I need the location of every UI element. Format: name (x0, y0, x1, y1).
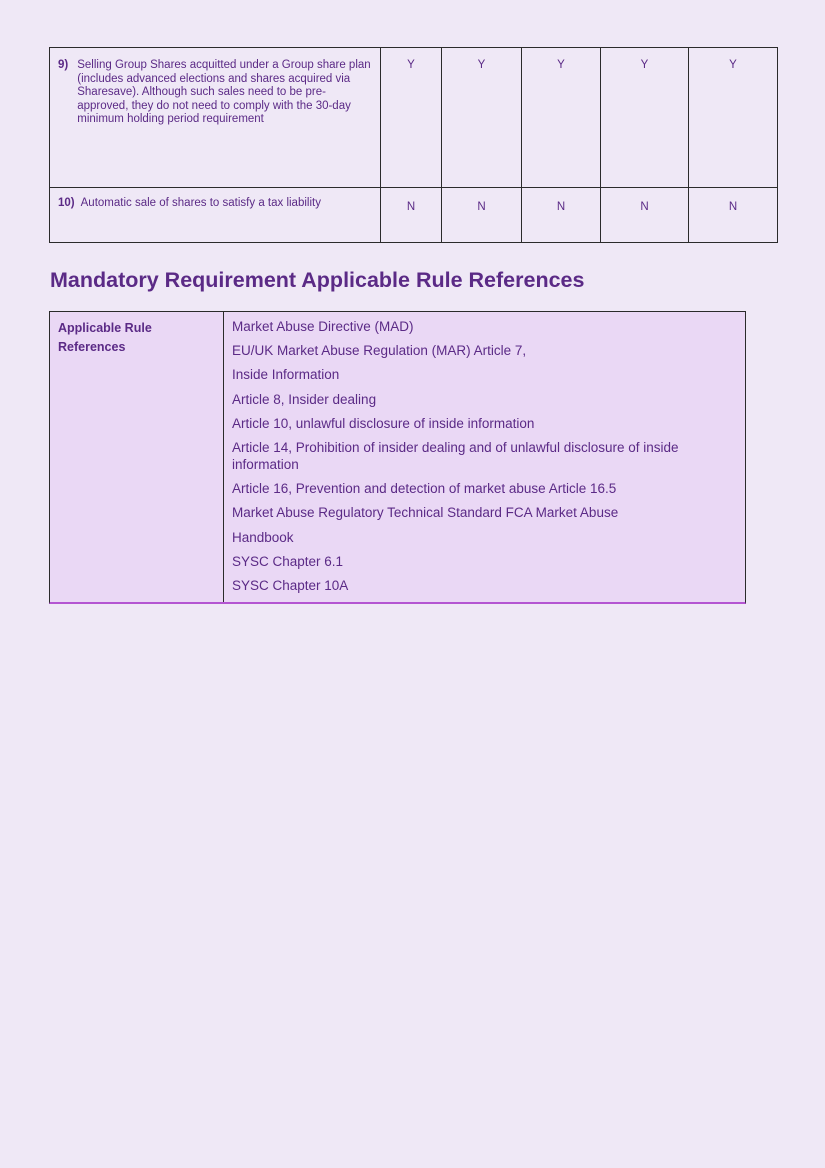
row-number: 10) (58, 197, 75, 209)
permission-value: N (689, 188, 778, 243)
permission-value: N (601, 188, 689, 243)
row-description: Selling Group Shares acquitted under a Group share plan (includes advanced elections and shares acquired via Sharesave). Although such sales need to be pre- approved, they do not need to comply with the 30-day minimum holding period requirement (77, 59, 371, 125)
permission-value: Y (381, 48, 442, 188)
permission-value: Y (689, 48, 778, 188)
permission-value: Y (601, 48, 689, 188)
rule-reference-item: SYSC Chapter 6.1 (232, 553, 344, 569)
rule-reference-item: Article 16, Prevention and detection of market abuse Article 16.5 (232, 481, 617, 497)
rule-reference-item: Inside Information (232, 367, 340, 383)
rule-references-table (49, 311, 746, 604)
rule-reference-item: SYSC Chapter 10A (232, 577, 349, 593)
row-description: Automatic sale of shares to satisfy a tax liability (80, 197, 321, 209)
table-row (50, 48, 778, 188)
row-description-cell (50, 188, 381, 243)
rule-references-list (224, 312, 745, 602)
permission-value: Y (442, 48, 522, 188)
row-number: 9) (58, 59, 69, 71)
rule-reference-item: Article 10, unlawful disclosure of inside information (232, 415, 535, 431)
permission-value: Y (522, 48, 601, 188)
permission-value: N (381, 188, 442, 243)
table-row (50, 188, 778, 243)
rule-reference-item: Article 8, Insider dealing (232, 391, 377, 407)
rule-reference-item: Article 14, Prohibition of insider dealing and of unlawful disclosure of inside information (232, 439, 679, 472)
rule-reference-item: Market Abuse Directive (MAD) (232, 319, 414, 334)
rule-reference-item: Market Abuse Regulatory Technical Standard FCA Market Abuse (232, 505, 619, 521)
rule-reference-item: EU/UK Market Abuse Regulation (MAR) Article 7, (232, 343, 527, 359)
permission-value: N (442, 188, 522, 243)
section-heading: Mandatory Requirement Applicable Rule References (50, 268, 585, 292)
rule-references-label: Applicable Rule References (50, 312, 224, 602)
permission-value: N (522, 188, 601, 243)
rule-reference-item: Handbook (232, 529, 294, 545)
dealing-permissions-table (49, 47, 778, 243)
row-description-cell (50, 48, 381, 188)
